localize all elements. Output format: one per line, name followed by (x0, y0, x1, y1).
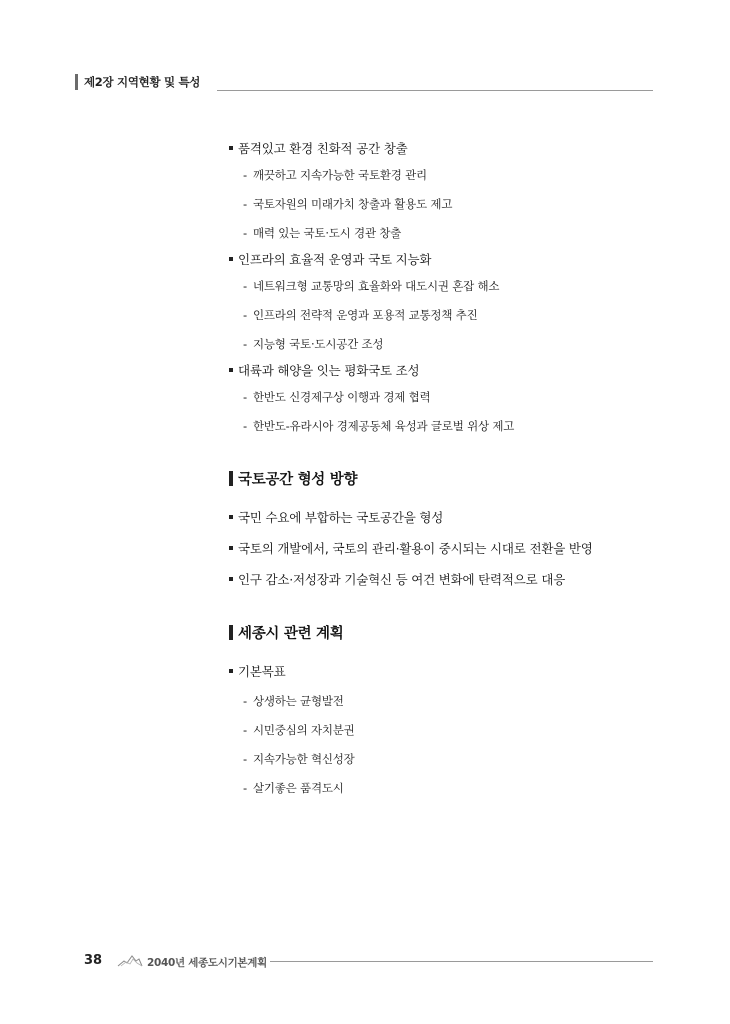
basic-goal-item: - 지속가능한 혁신성장 (243, 752, 355, 766)
basic-goal-item: - 시민중심의 자치분권 (243, 723, 355, 737)
chapter-title: 제2장 지역현황 및 특성 (84, 75, 201, 89)
header-rule (217, 90, 653, 91)
goal-group (229, 137, 669, 248)
goal-item: - 매력 있는 국토·도시 경관 창출 (243, 226, 402, 240)
goal-item: - 인프라의 전략적 운영과 포용적 교통정책 추진 (243, 308, 478, 322)
goal-item: - 한반도 신경제구상 이행과 경제 협력 (243, 390, 431, 404)
square-bullet-icon (229, 577, 233, 581)
goal-item: - 깨끗하고 지속가능한 국토환경 관리 (243, 168, 427, 182)
square-bullet-icon (229, 368, 233, 372)
goal-title: 인프라의 효율적 운영과 국토 지능화 (229, 248, 669, 272)
mountain-logo-icon (117, 953, 143, 967)
heading-bar-icon (229, 471, 233, 486)
goal-item: - 한반도-유라시아 경제공동체 육성과 글로벌 위상 제고 (243, 419, 515, 433)
page-content (229, 137, 669, 803)
direction-item: 국토의 개발에서, 국토의 관리·활용이 중시되는 시대로 전환을 반영 (229, 533, 669, 564)
direction-item: 인구 감소·저성장과 기술혁신 등 여건 변화에 탄력적으로 대응 (229, 564, 669, 595)
goal-title: 대륙과 해양을 잇는 평화국토 조성 (229, 359, 669, 383)
heading-bar-icon (229, 625, 233, 640)
section-heading: 세종시 관련 계획 (229, 619, 669, 649)
basic-goal-title: 기본목표 (229, 656, 669, 687)
square-bullet-icon (229, 146, 233, 150)
basic-goal-item: - 살기좋은 품격도시 (243, 781, 344, 795)
goal-group (229, 248, 669, 359)
goal-item: - 국토자원의 미래가치 창출과 활용도 제고 (243, 197, 453, 211)
document-title: 2040년 세종도시기본계획 (147, 957, 267, 969)
direction-item: 국민 수요에 부합하는 국토공간을 형성 (229, 502, 669, 533)
page-header (75, 73, 653, 93)
square-bullet-icon (229, 669, 233, 673)
goal-item: - 지능형 국토·도시공간 조성 (243, 337, 384, 351)
basic-goal-item: - 상생하는 균형발전 (243, 694, 344, 708)
section-heading: 국토공간 형성 방향 (229, 465, 669, 495)
header-bar (75, 74, 78, 90)
goal-title: 품격있고 환경 친화적 공간 창출 (229, 137, 669, 161)
square-bullet-icon (229, 257, 233, 261)
footer-rule (270, 961, 653, 962)
goal-item: - 네트워크형 교통망의 효율화와 대도시권 혼잡 해소 (243, 279, 500, 293)
square-bullet-icon (229, 515, 233, 519)
square-bullet-icon (229, 546, 233, 550)
page-number: 38 (84, 953, 103, 968)
page-footer (84, 950, 653, 974)
goal-group (229, 359, 669, 441)
